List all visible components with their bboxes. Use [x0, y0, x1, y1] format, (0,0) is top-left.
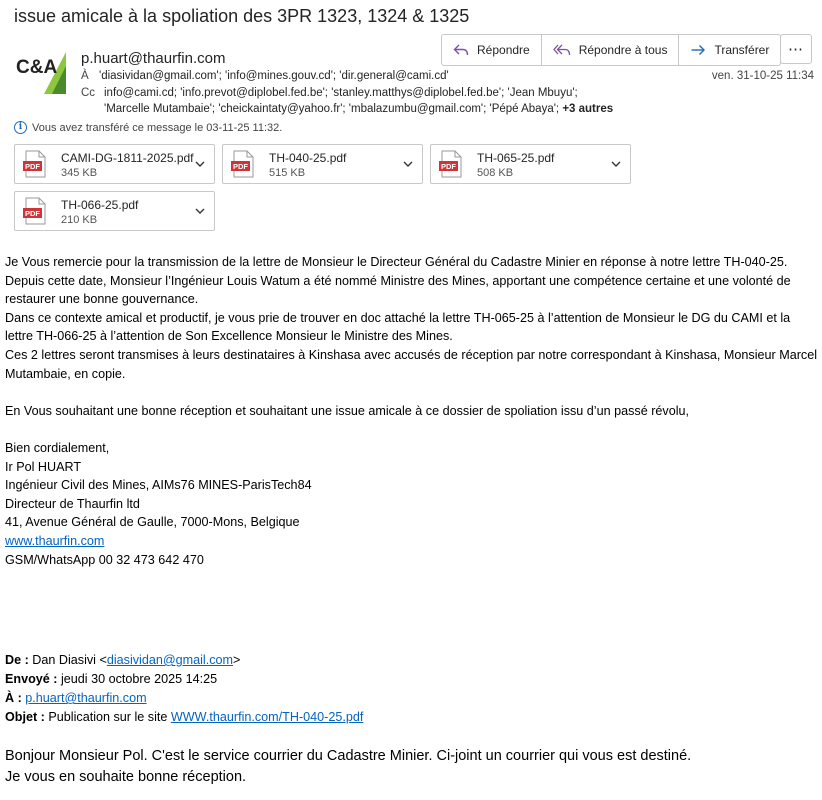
more-actions-button[interactable]: ⋯ [780, 34, 812, 64]
reply-button[interactable] [442, 35, 541, 65]
orig-subject-label: Objet : [5, 710, 45, 724]
svg-text:PDF: PDF [441, 162, 456, 172]
email-subject: issue amicale à la spoliation des 3PR 1323, 1324 & 1325 [14, 6, 470, 26]
logo-text: C&A [16, 57, 58, 78]
cc-label: Cc [81, 87, 96, 99]
orig-sent-date: jeudi 30 octobre 2025 14:25 [61, 672, 218, 686]
sender-address[interactable]: p.huart@thaurfin.com [81, 50, 226, 67]
message-body [5, 253, 817, 569]
original-message-header [5, 651, 363, 727]
chevron-down-icon[interactable] [194, 158, 206, 170]
body-paragraph: En Vous souhaitant une bonne réception et souhaitant une issue amicale à ce dossier de spoliation issu d’un passé révolu, [5, 403, 690, 418]
signature-phone: GSM/WhatsApp 00 32 473 642 470 [5, 552, 204, 567]
orig-sent-label: Envoyé : [5, 672, 58, 686]
body-paragraph: Depuis cette date, Monsieur l’Ingénieur Louis Watum a été nommé Ministre des Mines, apportant une compétence certaine et une volonté de restaurer une bonne gouvernance. [5, 273, 791, 307]
attachment-card[interactable] [14, 144, 215, 184]
reply-all-button[interactable] [541, 35, 679, 65]
signature-address: 41, Avenue Général de Gaulle, 7000-Mons, Belgique [5, 515, 300, 530]
attachment-name: TH-066-25.pdf [61, 198, 139, 212]
signature-title: Ingénieur Civil des Mines, AIMs76 MINES-ParisTech84 [5, 478, 312, 493]
chevron-down-icon[interactable] [610, 158, 622, 170]
original-body-line: Je vous en souhaite bonne réception. [5, 769, 247, 785]
attachment-size: 345 KB [61, 167, 98, 179]
svg-text:PDF: PDF [233, 162, 248, 172]
message-actions [441, 34, 781, 66]
orig-to-email-link[interactable]: p.huart@thaurfin.com [25, 691, 147, 705]
attachment-size: 508 KB [477, 167, 514, 179]
forward-label: Transférer [714, 43, 770, 57]
forwarded-info-bar [14, 121, 282, 134]
pdf-file-icon [439, 150, 463, 178]
signature-greeting: Bien cordialement, [5, 440, 110, 455]
forward-button[interactable] [678, 35, 780, 65]
orig-from-label: De : [5, 653, 29, 667]
attachment-card[interactable] [430, 144, 631, 184]
orig-from-email-link[interactable]: diasividan@gmail.com [106, 653, 234, 667]
orig-subject-text: Publication sur le site [48, 710, 168, 724]
attachment-size: 210 KB [61, 214, 98, 226]
chevron-down-icon[interactable] [402, 158, 414, 170]
cc-more-link[interactable]: +3 autres [562, 103, 614, 115]
chevron-down-icon[interactable] [194, 205, 206, 217]
cc-recipients-line2 [104, 103, 613, 115]
signature-role: Directeur de Thaurfin ltd [5, 496, 140, 511]
reply-all-label: Répondre à tous [578, 43, 668, 57]
reply-label: Répondre [477, 43, 530, 57]
pdf-file-icon [23, 150, 47, 178]
attachment-name: CAMI-DG-1811-2025.pdf [61, 151, 194, 165]
body-paragraph: Ces 2 lettres seront transmises à leurs destinataires à Kinshasa avec accusés de réception par notre correspondant à Kinshasa, Monsieur Marcel Mutambaie, en copie. [5, 347, 818, 381]
original-message-body [5, 746, 691, 788]
orig-to-label: À : [5, 691, 22, 705]
orig-from-name: Dan Diasivi < [32, 653, 107, 667]
orig-from-close: > [233, 653, 241, 667]
to-recipients[interactable]: 'diasividan@gmail.com'; 'info@mines.gouv.cd'; 'dir.general@cami.cd' [99, 70, 449, 82]
pdf-file-icon [23, 197, 47, 225]
cc-recipients-line2-text[interactable]: 'Marcelle Mutambaie'; 'cheickaintaty@yahoo.fr'; 'mbalazumbu@gmail.com'; 'Pépé Abaya'; [104, 103, 560, 115]
info-icon: i [14, 121, 27, 134]
attachment-card[interactable] [14, 191, 215, 231]
reply-all-icon [553, 43, 571, 57]
attachment-name: TH-065-25.pdf [477, 151, 555, 165]
attachment-size: 515 KB [269, 167, 306, 179]
signature-website-link[interactable]: www.thaurfin.com [5, 533, 105, 548]
original-body-line: Bonjour Monsieur Pol. C'est le service courrier du Cadastre Minier. Ci-joint un courrier qui vous est destiné. [5, 748, 692, 764]
reply-icon [453, 43, 469, 57]
to-label: À [81, 70, 89, 82]
cc-recipients-line1[interactable]: info@cami.cd; 'info.prevot@diplobel.fed.be'; 'stanley.matthys@diplobel.fed.be'; 'Jean Mbuyu'; [104, 87, 578, 99]
sender-avatar-logo [14, 46, 66, 94]
body-paragraph: Je Vous remercie pour la transmission de la lettre de Monsieur le Directeur Général du Cadastre Minier en réponse à notre lettre TH-040-25. [5, 255, 788, 269]
attachment-name: TH-040-25.pdf [269, 151, 347, 165]
pdf-file-icon [231, 150, 255, 178]
orig-subject-link[interactable]: WWW.thaurfin.com/TH-040-25.pdf [170, 710, 364, 724]
forwarded-info-text: Vous avez transféré ce message le 03-11-25 11:32. [32, 121, 283, 134]
signature-name: Ir Pol HUART [5, 459, 82, 474]
attachment-card[interactable] [222, 144, 423, 184]
svg-text:PDF: PDF [25, 162, 40, 172]
forward-icon [690, 43, 706, 57]
body-paragraph: Dans ce contexte amical et productif, je vous prie de trouver en doc attaché la lettre TH-065-25 à l’attention de Monsieur le DG du CAMI et la lettre TH-066-25 à l’attention de Son Excellence Monsieur le Ministre des Mines. [5, 310, 791, 344]
svg-text:PDF: PDF [25, 209, 40, 219]
received-date: ven. 31-10-25 11:34 [711, 70, 814, 82]
